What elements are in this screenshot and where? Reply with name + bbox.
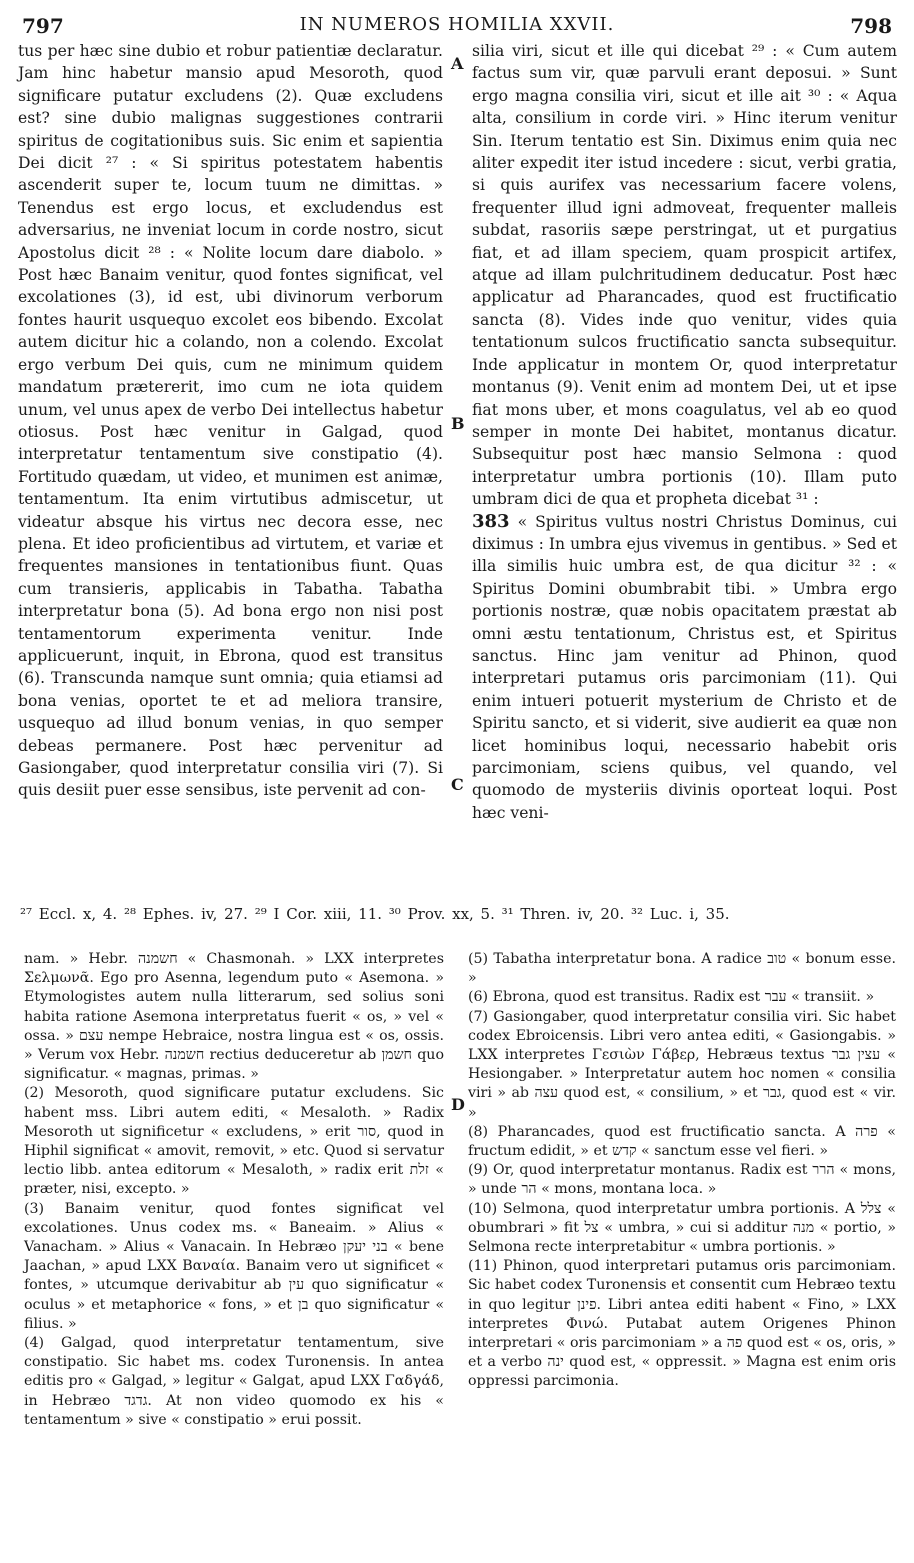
margin-letter-c: C (451, 775, 464, 794)
paragraph: « Spiritus vultus nostri Christus Dominus, cui diximus : In umbra ejus vivemus in gentibus. » Sed et illa similis huic umbra est, de qua dicitur ³² : « Spiritus Domini obumbrabit tibi. » Umbra ergo portionis nostræ, quæ nobis opacitatem præstat ab omni æstu tentationum, Christus est, et Spiritus sanctus. Hinc jam venitur ad Phinon, quod interpretari putamus oris parcimoniam (11). Qui enim intueri potuerit mysterium de Christo et de Spiritu sancto, et si viderit, sive audierit ea quæ non licet hominibus loqui, necessario habebit oris parcimoniam, sciens quibus, vel quando, vel quomodo de mysteriis divinis oporteat loqui. Post hæc veni- (472, 512, 897, 822)
notes-column-left (24, 950, 444, 1430)
note: (6) Ebrona, quod est transitus. Radix est עבר « transiit. » (468, 989, 875, 1006)
note: (11) Phinon, quod interpretari putamus oris parcimoniam. Sic habet codex Turonensis et consentit cum Hebræo textu in quo legitur פינן. Libri antea editi habent « Fino, » LXX interpretes Φινώ. Putabat autem Origenes Phinon interpretari « oris parcimoniam » a פה quod est « os, oris, » et a verbo ינה quod est, « oppressit. » Magna est enim oris oppressi parcimonia. (468, 1258, 896, 1390)
note: (5) Tabatha interpretatur bona. A radice טוב « bonum esse. » (468, 951, 896, 987)
note: (10) Selmona, quod interpretatur umbra portionis. A צלל « obumbrari » fit צל « umbra, » cui si additur מנה « portio, » Selmona recte interpretabitur « umbra portionis. » (468, 1200, 897, 1256)
note: (2) Mesoroth, quod significare putatur excludens. Sic habent mss. Libri autem editi, « Mesaloth. » Radix Mesoroth ut significetur « excludens, » erit סור, quod in Hiphil significat « amovit, removit, » etc. Quod si servatur lectio libb. antea editorum « Mesaloth, » radix erit זלת « præter, nisi, excepto. » (24, 1085, 444, 1198)
note: (4) Galgad, quod interpretatur tentamentum, sive constipatio. Sic habet ms. codex Turonensis. In antea editis pro « Galgad, » legitur « Galgat, apud LXX Γαδγάδ, in Hebræo גדגד. At non video quomodo ex his « tentamentum » sive « constipatio » erui possit. (24, 1335, 444, 1428)
margin-letter-b: B (451, 414, 465, 433)
margin-letter-a: A (451, 54, 464, 73)
paragraph-with-column-number (472, 511, 897, 825)
note: (9) Or, quod interpretatur montanus. Radix est הרר « mons, » unde הר « mons, montana loca. » (468, 1162, 897, 1198)
note: (7) Gasiongaber, quod interpretatur consilia viri. Sic habet codex Ebroicensis. Libri vero antea editi, « Gasiongabis. » LXX interpretes Γεσιὼν Γάβερ, Hebræus textus עצין גבר « Hesiongaber. » Interpretatur autem hoc nomen « consilia viri » ab עצה quod est, « consilium, » et גבר, quod est « vir. » (468, 1008, 896, 1121)
paragraph: tus per hæc sine dubio et robur patientiæ declaratur. Jam hinc habetur mansio apud Mesoroth, quod significare putatur excludens (2). Quæ excludens est? sine dubio malignas suggestiones contrarii spiritus de cogitationibus suis. Sic enim et sapientia Dei dicit ²⁷ : « Si spiritus potestatem habentis ascenderit super te, locum tuum ne dimittas. » Tenendus est ergo locus, et excludendus est adversarius, ne inveniat locum in corde nostro, sicut Apostolus dicit ²⁸ : « Nolite locum dare diabolo. » Post hæc Banaim venitur, quod fontes significat, vel excolationes (3), id est, ubi divinorum verborum fontes haurit usquequo excolet eos bibendo. Excolat autem dicitur hic a colando, non a colendo. Excolat ergo verbum Dei quis, cum ne minimum quidem mandatum prætererit, imo cum ne iota quidem unum, vel unus apex de verbo Dei intellectus habetur otiosus. Post hæc venitur in Galgad, quod interpretatur tentamentum sive constipatio (4). Fortitudo quædam, ut video, et munimen est animæ, tentamentum. Ita enim virtutibus admiscetur, ut videatur absque his virtus nec decora esse, nec plena. Et ideo proficientibus ad virtutem, et variæ et frequentes mansiones in tentationibus fiunt. Quas cum transieris, applicabis in Tabatha. Tabatha interpretatur bona (5). Ad bona ergo non nisi post tentamentorum experimenta venitur. Inde applicuerunt, inquit, in Ebrona, quod est transitus (6). Transcunda namque sunt omnia; quia etiamsi ad bona venias, oportet te et ad meliora transire, usquequo ad illud bonum venias, in quo semper debeas permanere. Post hæc pervenitur ad Gasiongaber, quod interpretatur consilia viri (7). Si quis desiit puer esse sensibus, iste pervenit ad con- (18, 42, 443, 800)
note: nam. » Hebr. חשמנה « Chasmonah. » LXX interpretes Σελμωνᾶ. Ego pro Asenna, legendum puto « Asemona. » Etymologistes autem nulla litterarum, sed solius soni habita ratione Asemona interpretatus fuerit « os, » vel « ossa. » עצם nempe Hebraice, nostra lingua est « os, ossis. » Verum vox Hebr. חשמנה rectius deduceretur ab חשמן quo significatur. « magnas, primas. » (24, 951, 444, 1083)
page-number-right: 798 (850, 14, 892, 38)
page-number-left: 797 (22, 14, 64, 38)
main-column-left (18, 40, 443, 802)
main-column-right (472, 40, 897, 824)
footnote-references: ²⁷ Eccl. x, 4. ²⁸ Ephes. iv, 27. ²⁹ I Cor. xiii, 11. ³⁰ Prov. xx, 5. ³¹ Thren. iv, 20. ³² Luc. i, 35. (20, 905, 730, 923)
paragraph: silia viri, sicut et ille qui dicebat ²⁹ : « Cum autem factus sum vir, quæ parvuli erant deposui. » Sunt ergo magna consilia viri, sicut et ille ait ³⁰ : « Aqua alta, consilium in corde viri. » Hinc iterum venitur Sin. Iterum tentatio est Sin. Diximus enim quia nec aliter expedit iter istud incedere : sicut, verbi gratia, si quis aurifex vas necessarium facere volens, frequenter illud igni admoveat, frequenter malleis subdat, rasoriis sæpe perstringat, ut et purgatius fiat, et ad illam speciem, quam prospicit artifex, atque ad illam pulchritudinem deducatur. Post hæc applicatur ad Pharancades, quod est fructificatio sancta (8). Vides inde quo venitur, vides quia tentationum sulcos fructificatio sancta subsequitur. Inde applicatur in montem Or, quod interpretatur montanus (9). Venit enim ad montem Dei, ut et ipse fiat mons uber, et mons coagulatus, vel ab eo quod semper in monte Dei habitet, montanus dicatur. Subsequitur post hæc mansio Selmona : quod interpretatur umbra portionis (10). Illam puto umbram dici de qua et propheta dicebat ³¹ : (472, 42, 897, 509)
column-number: 383 (472, 510, 510, 532)
note: (3) Banaim venitur, quod fontes significat vel excolationes. Unus codex ms. « Baneaim. » Alius « Vanacham. » Alius « Vanacain. In Hebræo בני יעקן « bene Jaachan, » apud LXX Βαναία. Banaim vero ut significet « fontes, » utcumque derivabitur ab עין quo significatur « oculus » et metaphorice « fons, » et בן quo significatur « filius. » (24, 1200, 445, 1332)
margin-letter-d: D (451, 1095, 465, 1114)
notes-column-right (468, 950, 896, 1392)
running-title: IN NUMEROS HOMILIA XXVII. (299, 14, 615, 35)
note: (8) Pharancades, quod est fructificatio sancta. A פרה « fructum edidit, » et קדש « sanctum esse vel fieri. » (468, 1123, 896, 1160)
